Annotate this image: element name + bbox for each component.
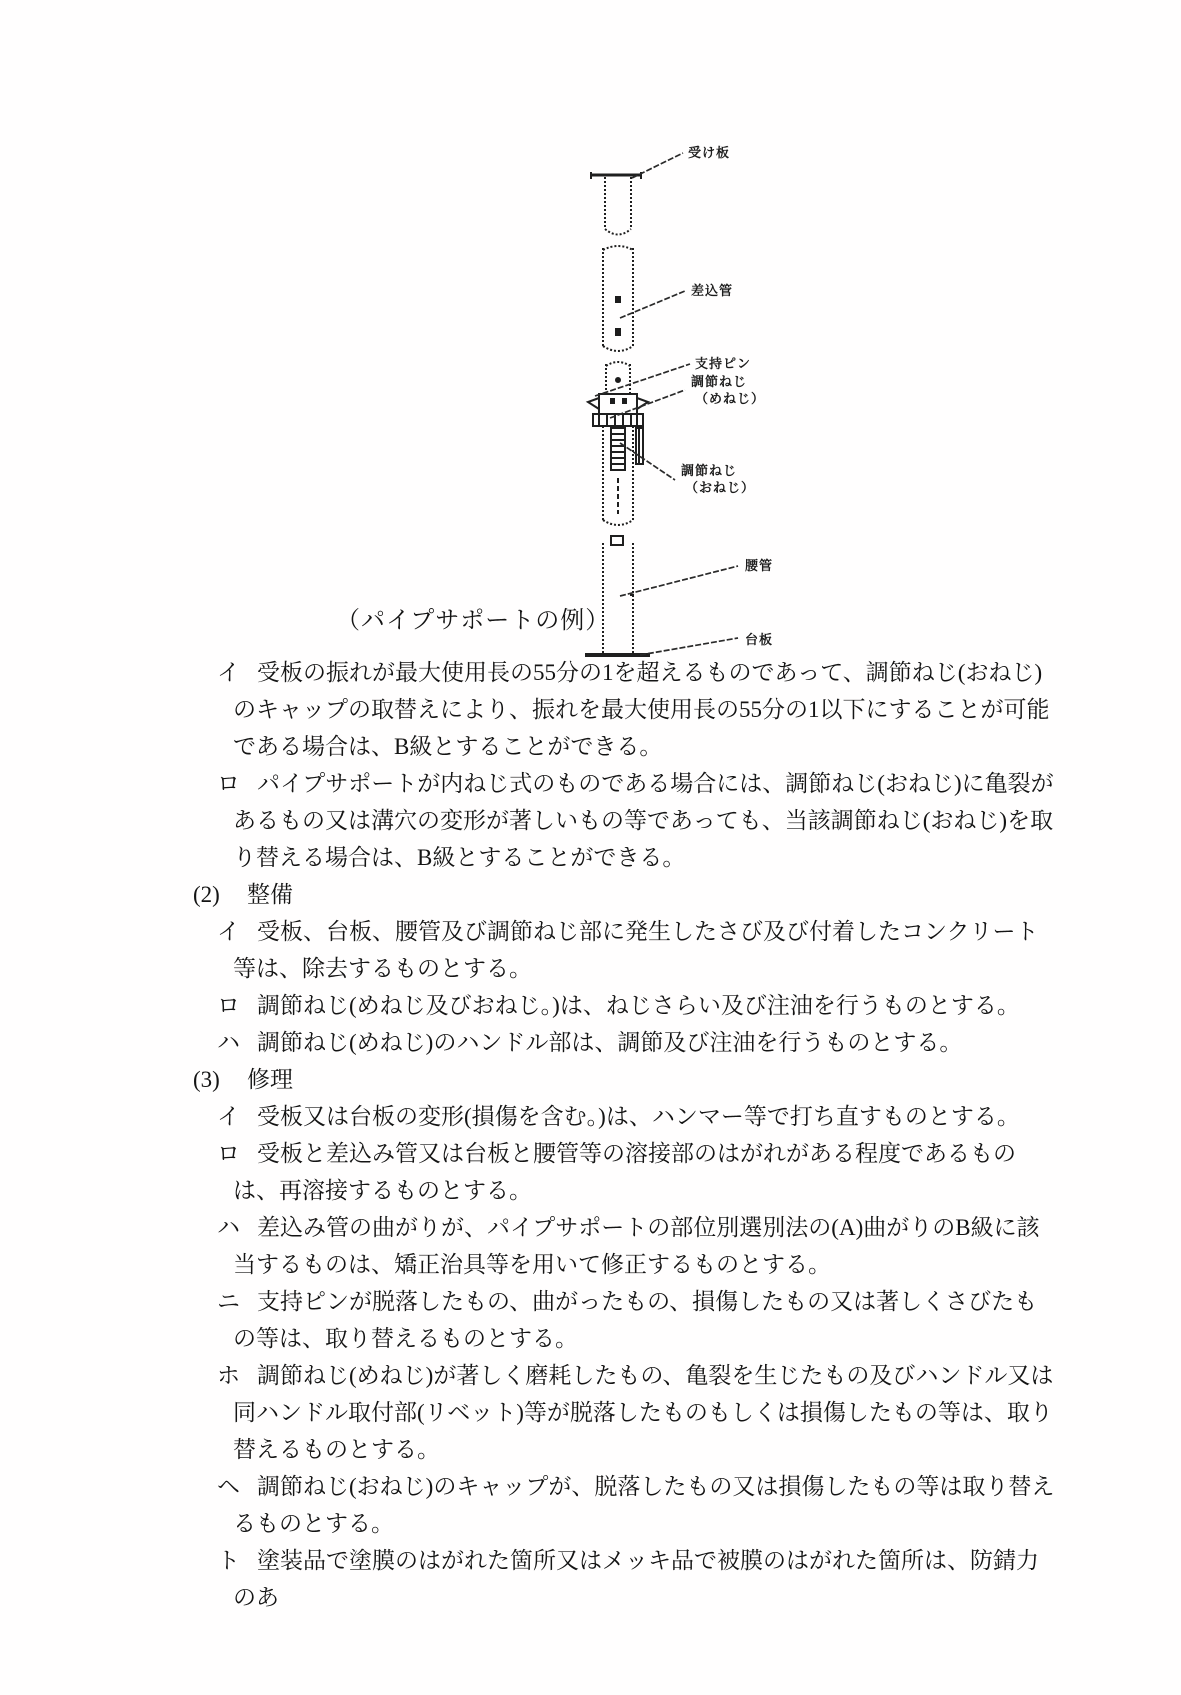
item-marker: ト (217, 1548, 240, 1573)
item-marker: イ (217, 1104, 240, 1129)
item-text: 塗装品で塗膜のはがれた箇所又はメッキ品で被膜のはがれた箇所は、防錆力のあ (233, 1548, 1039, 1610)
list-item (217, 765, 1057, 876)
list-item (217, 1209, 1057, 1283)
item-marker: ハ (217, 1215, 240, 1240)
item-text: 受板又は台板の変形(損傷を含む。)は、ハンマー等で打ち直すものとする。 (257, 1104, 1020, 1129)
leader-base-plate (640, 638, 738, 655)
item-text: 受板と差込み管又は台板と腰管等の溶接部のはがれがある程度であるものは、再溶接するものとする。 (233, 1141, 1016, 1203)
list-item (217, 1135, 1057, 1209)
item-text: 受板、台板、腰管及び調節ねじ部に発生したさび及び付着したコンクリート等は、除去するものとする。 (233, 919, 1039, 981)
section-heading (193, 876, 1120, 913)
diagram-label-adjust-screw-female-1: 調節ねじ (691, 374, 748, 389)
item-text: 調節ねじ(めねじ)のハンドル部は、調節及び注油を行うものとする。 (257, 1030, 963, 1055)
upper-tube-shape (605, 177, 631, 235)
leader-adjust-screw-male (620, 443, 675, 480)
diagram-label-support-pin: 支持ピン (695, 356, 752, 371)
item-text: 調節ねじ(めねじ及びおねじ。)は、ねじさらい及び注油を行うものとする。 (257, 993, 1020, 1018)
diagram-label-top-plate: 受け板 (688, 145, 731, 160)
item-marker: ロ (217, 993, 240, 1018)
item-text: 調節ねじ(めねじ)が著しく磨耗したもの、亀裂を生じたもの及びハンドル又は同ハンドル取付部(リベット)等が脱落したものもしくは損傷したもの等は、取り替えるものとする。 (233, 1363, 1054, 1462)
waist-pipe-shape (603, 536, 634, 655)
leader-waist-pipe (620, 566, 738, 596)
item-marker: ハ (217, 1030, 240, 1055)
item-marker: ロ (217, 771, 240, 796)
insert-pipe-shape (603, 246, 633, 351)
coupling-shape (606, 362, 630, 394)
diagram-label-adjust-screw-male-2: （おねじ） (685, 480, 756, 495)
item-marker: イ (217, 919, 240, 944)
leader-insert-pipe (620, 291, 685, 318)
item-text: パイプサポートが内ねじ式のものである場合には、調節ねじ(おねじ)に亀裂があるもの又は溝穴の変形が著しいもの等であっても、当該調節ねじ(おねじ)を取り替える場合は、B級とすることができる。 (233, 771, 1054, 870)
leader-support-pin (595, 364, 690, 396)
section-title: 修理 (247, 1067, 293, 1092)
list-item (217, 1098, 1057, 1135)
section-number: (3) (193, 1067, 220, 1092)
list-item (217, 1283, 1057, 1357)
diagram-caption: （パイプサポートの例） (336, 608, 611, 634)
item-marker: ヘ (217, 1474, 240, 1499)
pipe-support-diagram (535, 128, 805, 673)
diagram-label-insert-pipe: 差込管 (691, 283, 734, 298)
list-item (217, 913, 1057, 987)
section-title: 整備 (247, 882, 293, 907)
leader-top-plate (632, 153, 683, 178)
item-marker: ホ (217, 1363, 240, 1388)
item-text: 受板の振れが最大使用長の55分の1を超えるものであって、調節ねじ(おねじ)のキャップの取替えにより、振れを最大使用長の55分の1以下にすることが可能である場合は、B級とすることができる。 (233, 660, 1050, 759)
section-heading (193, 1061, 1120, 1098)
diagram-label-adjust-screw-female-2: （めねじ） (695, 391, 766, 406)
item-marker: ニ (217, 1289, 240, 1314)
diagram-label-adjust-screw-male-1: 調節ねじ (681, 463, 738, 478)
diagram-label-base-plate: 台板 (745, 632, 774, 647)
list-item (217, 987, 1057, 1024)
list-item (217, 1468, 1057, 1542)
male-screw-shape (603, 426, 643, 525)
adjust-nut-shape (588, 394, 648, 414)
item-text: 調節ねじ(おねじ)のキャップが、脱落したもの又は損傷したもの等は取り替えるものとする。 (233, 1474, 1055, 1536)
pipe-support-figure (535, 128, 805, 673)
item-marker: ロ (217, 1141, 240, 1166)
document-body (0, 654, 1120, 1616)
list-item (217, 1357, 1057, 1468)
top-plate-shape (590, 172, 642, 179)
section-number: (2) (193, 882, 220, 907)
diagram-label-waist-pipe: 腰管 (745, 558, 774, 573)
list-item (217, 1024, 1057, 1061)
item-marker: イ (217, 660, 240, 685)
list-item (217, 654, 1057, 765)
list-item (217, 1542, 1057, 1616)
item-text: 支持ピンが脱落したもの、曲がったもの、損傷したもの又は著しくさびたもの等は、取り替えるものとする。 (233, 1289, 1038, 1351)
item-text: 差込み管の曲がりが、パイプサポートの部位別選別法の(A)曲がりのB級に該当するものは、矯正治具等を用いて修正するものとする。 (233, 1215, 1040, 1277)
